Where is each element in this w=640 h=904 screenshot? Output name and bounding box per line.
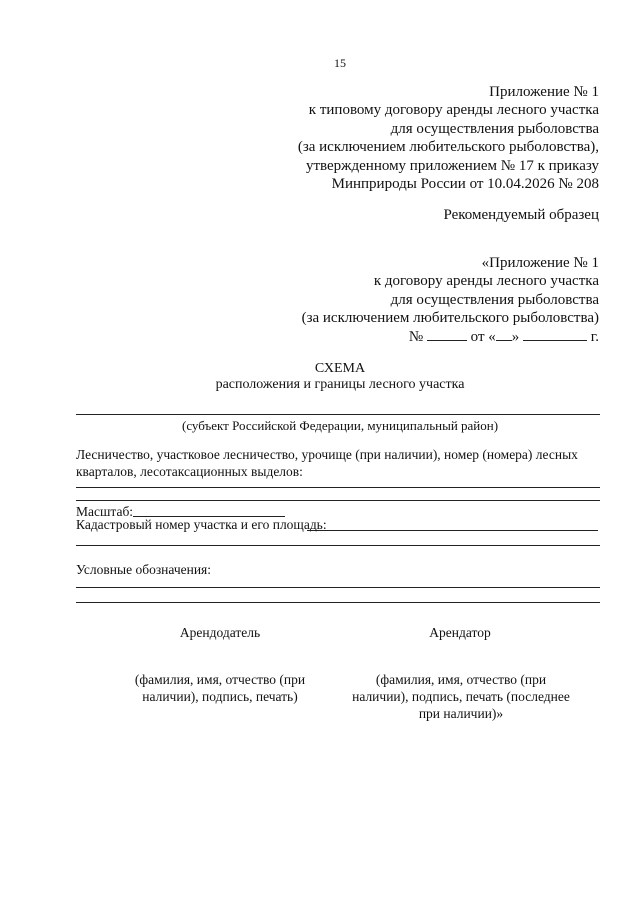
from-label: от «: [470, 328, 496, 345]
schema-title: СХЕМА: [314, 361, 366, 376]
header-line: Минприроды России от 10.04.2026 № 208: [331, 176, 599, 193]
appendix-line: «Приложение № 1: [481, 255, 599, 271]
header-line: к типовому договору аренды лесного участка: [308, 102, 599, 119]
cadastral-line: [307, 530, 598, 531]
header-line: для осуществления рыболовства: [390, 120, 599, 137]
year-suffix: г.: [590, 328, 599, 345]
quote-close: »: [511, 328, 520, 345]
day-blank: [496, 328, 512, 341]
cadastral-line-2: [76, 545, 600, 546]
page-number: 15: [334, 56, 346, 70]
subject-caption: (субъект Российской Федерации, муниципальный район): [182, 418, 499, 433]
schema-subtitle: расположения и границы лесного участка: [215, 377, 465, 392]
lessor-caption: (фамилия, имя, отчество (при наличии), подпись, печать): [134, 672, 306, 704]
appendix-block: [302, 254, 599, 346]
subject-line: [76, 414, 600, 415]
scale-label: Масштаб:: [76, 504, 134, 519]
cadastral-label: Кадастровый номер участка и его площадь:: [76, 517, 327, 532]
number-blank: [427, 328, 467, 341]
recommended-sample: Рекомендуемый образец: [443, 207, 599, 223]
forestry-line-2: [76, 500, 600, 501]
header-block: [298, 83, 599, 193]
appendix-line: для осуществления рыболовства: [390, 291, 599, 308]
number-sign: №: [408, 328, 424, 345]
month-blank: [523, 328, 587, 341]
legend-line-2: [76, 602, 600, 603]
lessor-title: Арендодатель: [179, 625, 261, 640]
header-line: (за исключением любительского рыболовства),: [297, 139, 599, 156]
legend-label: Условные обозначения:: [76, 562, 212, 577]
forestry-line-1: [76, 487, 600, 488]
lessee-title: Арендатор: [429, 625, 491, 640]
appendix-number-line: [302, 328, 599, 346]
appendix-line: к договору аренды лесного участка: [373, 273, 599, 290]
header-line: Приложение № 1: [489, 84, 599, 100]
lessee-caption: (фамилия, имя, отчество (при наличии), подпись, печать (последнее при наличии)»: [352, 672, 570, 721]
legend-line-1: [76, 587, 600, 588]
header-line: утвержденному приложением № 17 к приказу: [305, 157, 599, 174]
appendix-line: (за исключением любительского рыболовства): [301, 310, 599, 327]
forestry-text: Лесничество, участковое лесничество, урочище (при наличии), номер (номера) лесных кварталов, лесотаксационных выделов:: [76, 447, 578, 479]
